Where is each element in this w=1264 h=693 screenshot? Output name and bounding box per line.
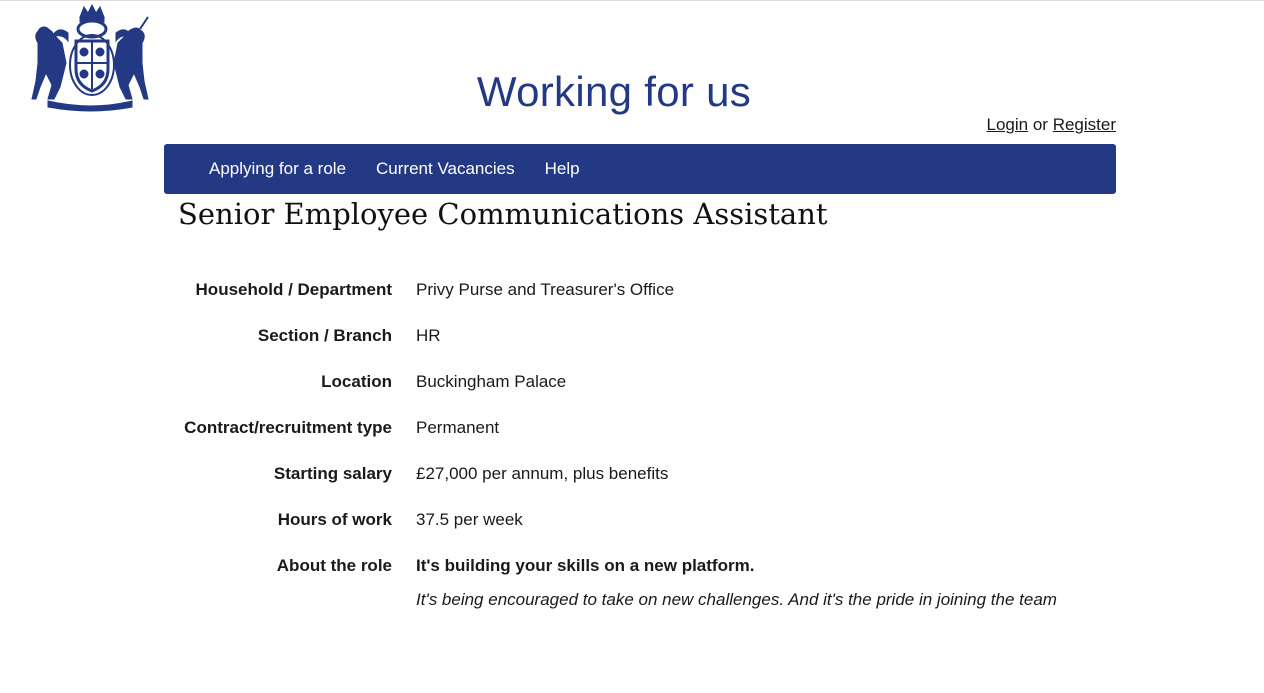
salary-value: £27,000 per annum, plus benefits xyxy=(416,464,669,483)
location-label: Location xyxy=(321,372,392,391)
about-italic-text: It's being encouraged to take on new challenges. And it's the pride in joining the team xyxy=(416,590,1057,609)
auth-separator: or xyxy=(1032,115,1048,134)
job-details xyxy=(164,278,1116,634)
nav-help[interactable]: Help xyxy=(544,159,580,178)
nav-current-vacancies[interactable]: Current Vacancies xyxy=(376,159,515,178)
about-lead-text: It's building your skills on a new platform. xyxy=(416,556,755,575)
section-value: HR xyxy=(416,326,441,345)
hours-value: 37.5 per week xyxy=(416,510,523,529)
contract-label: Contract/recruitment type xyxy=(184,418,392,437)
detail-row-about xyxy=(164,554,1116,612)
hours-label: Hours of work xyxy=(277,510,392,529)
about-value xyxy=(416,554,1076,612)
location-value: Buckingham Palace xyxy=(416,372,567,391)
household-value: Privy Purse and Treasurer's Office xyxy=(416,280,675,299)
detail-row-household xyxy=(164,278,1116,302)
section-label: Section / Branch xyxy=(257,326,392,345)
job-title: Senior Employee Communications Assistant xyxy=(178,197,828,231)
contract-value: Permanent xyxy=(416,418,500,437)
detail-row-section xyxy=(164,324,1116,348)
register-link[interactable]: Register xyxy=(1052,115,1116,134)
login-link[interactable]: Login xyxy=(986,115,1029,134)
detail-row-salary xyxy=(164,462,1116,486)
site-title: Working for us xyxy=(476,68,752,115)
salary-label: Starting salary xyxy=(273,464,392,483)
nav-applying-for-a-role[interactable]: Applying for a role xyxy=(209,159,347,178)
main-nav xyxy=(164,144,1116,194)
detail-row-contract xyxy=(164,416,1116,440)
about-label: About the role xyxy=(276,556,392,575)
household-label: Household / Department xyxy=(195,280,392,299)
top-border xyxy=(0,0,1264,4)
detail-row-hours xyxy=(164,508,1116,532)
auth-links xyxy=(986,115,1116,135)
detail-row-location xyxy=(164,370,1116,394)
